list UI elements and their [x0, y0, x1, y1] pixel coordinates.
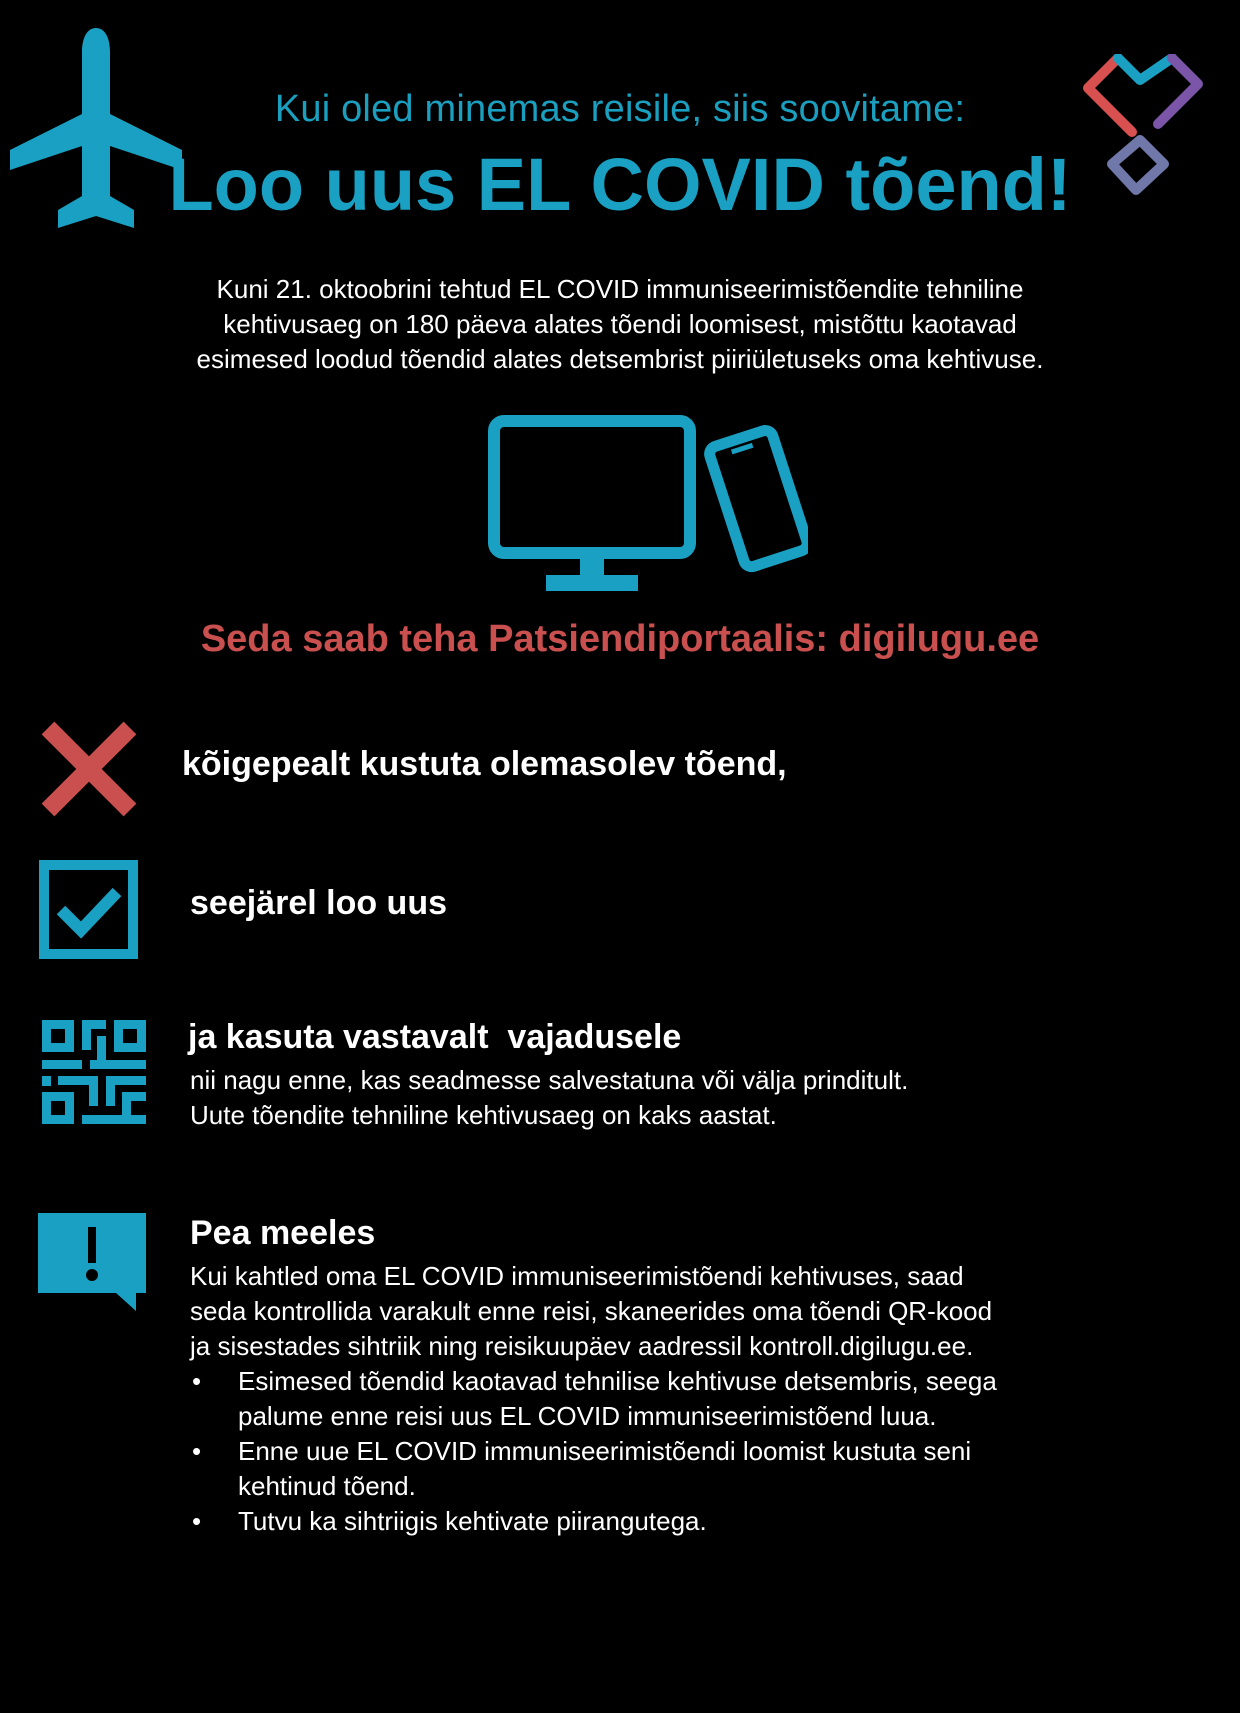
subtitle: Kui oled minemas reisile, siis soovitame:	[274, 88, 966, 130]
text-line: Kui kahtled oma EL COVID immuniseerimistõendi kehtivuses, saad	[190, 1261, 964, 1291]
list-item	[190, 1364, 1150, 1434]
devices-icon	[488, 415, 808, 595]
text-line: nii nagu enne, kas seadmesse salvestatuna või välja prinditult.	[190, 1065, 909, 1095]
bullet-icon: •	[192, 1436, 202, 1466]
bullet-icon: •	[192, 1366, 202, 1396]
list-item	[190, 1504, 1150, 1539]
alert-bubble-icon	[38, 1213, 146, 1313]
text-line: kehtinud tõend.	[238, 1471, 416, 1501]
intro-line: Kuni 21. oktoobrini tehtud EL COVID immuniseerimistõendite tehniline	[216, 274, 1024, 304]
bullet-icon: •	[192, 1506, 202, 1536]
reminder-bullet-list	[190, 1364, 1150, 1539]
list-item	[190, 1434, 1150, 1504]
text-line: Uute tõendite tehniline kehtivusaeg on kaks aastat.	[190, 1100, 777, 1130]
portal-link-text: Seda saab teha Patsiendiportaalis: digilugu.ee	[200, 618, 1040, 660]
step-create-text: seejärel loo uus	[190, 884, 447, 922]
text-line: Tutvu ka sihtriigis kehtivate piirangutega.	[238, 1506, 707, 1536]
text-line: Enne uue EL COVID immuniseerimistõendi loomist kustuta seni	[238, 1436, 972, 1466]
text-line: ja sisestades sihtriik ning reisikuupäev aadressil kontroll.digilugu.ee.	[190, 1331, 974, 1361]
checkbox-icon	[39, 860, 138, 959]
intro-line: kehtivusaeg on 180 päeva alates tõendi loomisest, mistõttu kaotavad	[223, 309, 1017, 339]
intro-paragraph	[110, 272, 1130, 377]
phone-icon	[708, 428, 808, 568]
text-line: seda kontrollida varakult enne reisi, skaneerides oma tõendi QR-kood	[190, 1296, 993, 1326]
step-use-title: ja kasuta vastavalt vajadusele	[188, 1018, 682, 1056]
step-delete-text: kõigepealt kustuta olemasolev tõend,	[182, 745, 787, 783]
text-line: palume enne reisi uus EL COVID immuniseerimistõend luua.	[238, 1401, 937, 1431]
qr-code-icon	[42, 1020, 146, 1124]
reminder-title: Pea meeles	[190, 1214, 376, 1252]
intro-line: esimesed loodud tõendid alates detsembrist piiriületuseks oma kehtivuse.	[196, 344, 1044, 374]
page-title: Loo uus EL COVID tõend!	[168, 143, 1072, 226]
text-line: Esimesed tõendid kaotavad tehnilise kehtivuse detsembris, seega	[238, 1366, 997, 1396]
step-use-text	[190, 1063, 908, 1133]
monitor-icon	[494, 421, 690, 591]
x-icon	[40, 720, 138, 818]
reminder-text	[190, 1259, 1150, 1539]
